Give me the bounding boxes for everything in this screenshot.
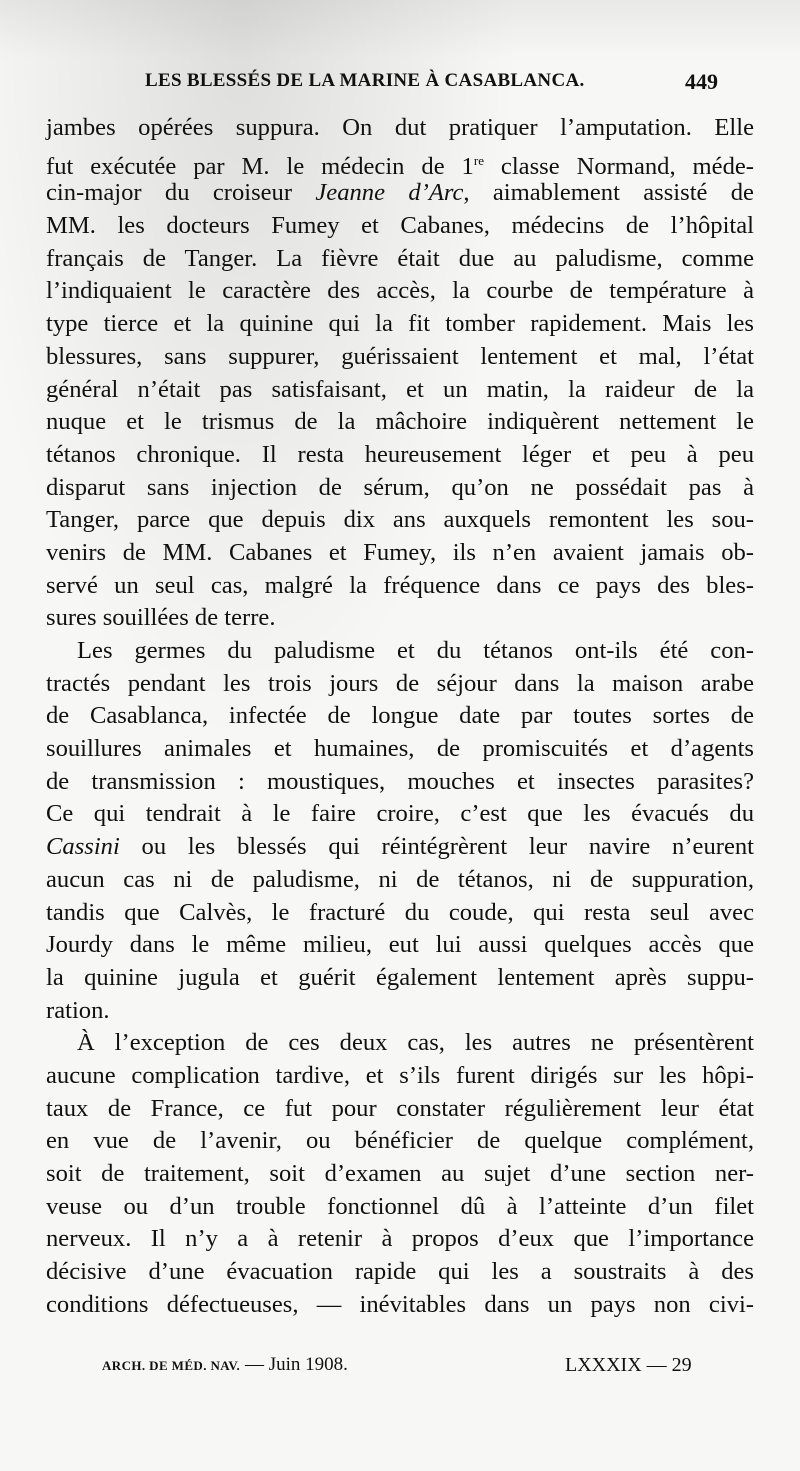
running-header bbox=[145, 70, 745, 104]
text-line: tétanos chronique. Il resta heureusement léger et peu à peu bbox=[46, 440, 754, 468]
text-line: général n’était pas satisfaisant, et un matin, la raideur de la bbox=[46, 375, 754, 403]
text-line: venirs de MM. Cabanes et Fumey, ils n’en avaient jamais ob- bbox=[46, 538, 754, 566]
text-line: de Casablanca, infectée de longue date par toutes sortes de bbox=[46, 702, 754, 730]
text-line: À l’exception de ces deux cas, les autres ne présentèrent bbox=[77, 1029, 754, 1057]
text-line: sures souillées de terre. bbox=[46, 604, 276, 632]
text-line: Ce qui tendrait à le faire croire, c’est que les évacués du bbox=[46, 800, 754, 828]
text-line: aucun cas ni de paludisme, ni de tétanos, ni de suppuration, bbox=[46, 865, 754, 893]
text-line: Cassini ou les blessés qui réintégrèrent leur navire n’eurent bbox=[46, 833, 754, 861]
text-line: conditions défectueuses, — inévitables dans un pays non civi- bbox=[46, 1290, 754, 1318]
text-line: blessures, sans suppurer, guérissaient lentement et mal, l’état bbox=[46, 342, 754, 370]
footer-volume: LXXXIX — 29 bbox=[565, 1354, 692, 1376]
text-line: la quinine jugula et guérit également lentement après suppu- bbox=[46, 963, 754, 991]
ship-name-cassini: Cassini bbox=[46, 833, 120, 861]
text-line: type tierce et la quinine qui la fit tomber rapidement. Mais les bbox=[46, 310, 754, 338]
text-line: de transmission : moustiques, mouches et insectes parasites? bbox=[46, 767, 754, 795]
text-line: soit de traitement, soit d’examen au sujet d’une section ner- bbox=[46, 1160, 754, 1187]
footer-journal-date bbox=[102, 1354, 348, 1376]
text-line: ration. bbox=[46, 996, 110, 1024]
page-footer bbox=[102, 1354, 722, 1384]
text-line: souillures animales et humaines, de promiscuités et d’agents bbox=[46, 735, 754, 763]
text-line: nerveux. Il n’y a à retenir à propos d’eux que l’importance bbox=[46, 1225, 754, 1253]
text-line: cin-major du croiseur Jeanne d’Arc, aimablement assisté de bbox=[46, 179, 754, 207]
text-line: décisive d’une évacuation rapide qui les a soustraits à des bbox=[46, 1258, 754, 1286]
text-line: veuse ou d’un trouble fonctionnel dû à l’atteinte d’un filet bbox=[46, 1192, 754, 1220]
text-line: servé un seul cas, malgré la fréquence dans ce pays des bles- bbox=[46, 571, 754, 599]
ship-name-jeanne-darc: Jeanne d’Arc bbox=[315, 179, 464, 207]
text-line: taux de France, ce fut pour constater régulièrement leur état bbox=[46, 1094, 754, 1122]
text-line: tractés pendant les trois jours de séjour dans la maison arabe bbox=[46, 669, 754, 697]
footer-journal: ARCH. DE MÉD. NAV. bbox=[102, 1358, 241, 1373]
text-line: Les germes du paludisme et du tétanos ont-ils été con- bbox=[77, 637, 754, 664]
page-number: 449 bbox=[685, 69, 718, 94]
text-line: aucune complication tardive, et s’ils furent dirigés sur les hôpi- bbox=[46, 1061, 754, 1089]
text-line: en vue de l’avenir, ou bénéficier de quelque complément, bbox=[46, 1127, 754, 1155]
text-line: MM. les docteurs Fumey et Cabanes, médecins de l’hôpital bbox=[46, 212, 754, 240]
superscript: re bbox=[473, 152, 484, 168]
footer-date: — Juin 1908. bbox=[244, 1354, 348, 1375]
text-line: Tanger, parce que depuis dix ans auxquels remontent les sou- bbox=[46, 506, 754, 534]
text-line: nuque et le trismus de la mâchoire indiquèrent nettement le bbox=[46, 408, 754, 436]
text-line: Jourdy dans le même milieu, eut lui aussi quelques accès que bbox=[46, 931, 754, 959]
body-text bbox=[46, 112, 754, 1321]
text-line: l’indiquaient le caractère des accès, la courbe de température à bbox=[46, 277, 754, 305]
text-line: fut exécutée par M. le médecin de 1re classe Normand, méde- bbox=[46, 152, 754, 180]
header-title: LES BLESSÉS DE LA MARINE À CASABLANCA. bbox=[145, 70, 585, 91]
text-line: disparut sans injection de sérum, qu’on ne possédait pas à bbox=[46, 473, 754, 501]
text-line: tandis que Calvès, le fracturé du coude, qui resta seul avec bbox=[46, 898, 754, 926]
text-line: jambes opérées suppura. On dut pratiquer l’amputation. Elle bbox=[46, 114, 754, 141]
text-line: français de Tanger. La fièvre était due au paludisme, comme bbox=[46, 244, 754, 272]
